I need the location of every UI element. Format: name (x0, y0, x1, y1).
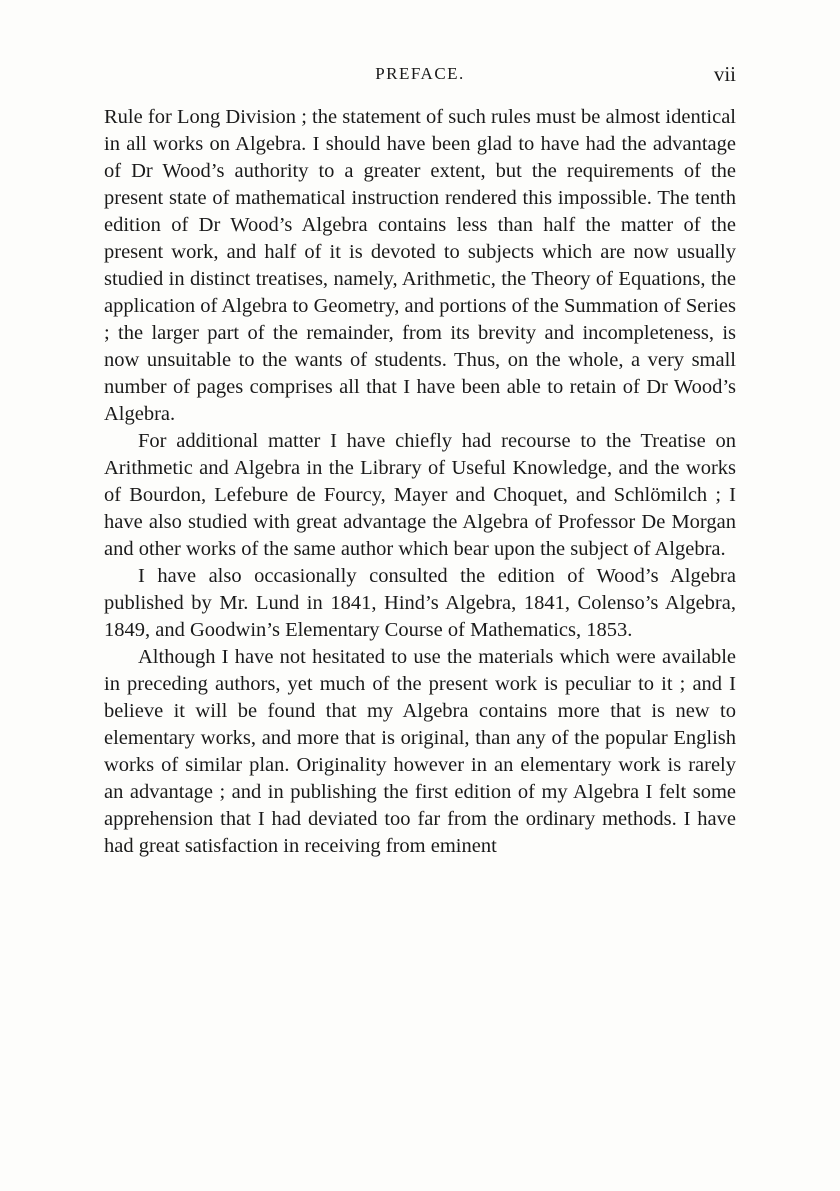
paragraph-continued: Rule for Long Division ; the statement of such rules must be almost identical in all works on Algebra. I should have been glad to have had the advantage of Dr Wood’s authority to a greater extent, but the requirements of the present state of mathematical instruction rendered this impossible. The tenth edition of Dr Wood’s Algebra contains less than half the matter of the present work, and half of it is devoted to subjects which are now usually studied in distinct treatises, namely, Arithmetic, the Theory of Equations, the application of Algebra to Geometry, and portions of the Summation of Series ; the larger part of the remainder, from its brevity and incompleteness, is now unsuitable to the wants of students. Thus, on the whole, a very small number of pages comprises all that I have been able to retain of Dr Wood’s Algebra. (104, 106, 736, 425)
paragraph-originality: Although I have not hesitated to use the materials which were available in preceding authors, yet much of the present work is peculiar to it ; and I believe it will be found that my Algebra contains more that is new to elementary works, and more that is original, than any of the popular English works of similar plan. Originality however in an elementary work is rarely an advantage ; and in publishing the first edition of my Algebra I felt some apprehension that I had deviated too far from the ordinary methods. I have had great satisfaction in receiving from eminent (104, 646, 736, 857)
running-head (104, 62, 736, 88)
preface-body (104, 104, 736, 860)
running-head-title: PREFACE. (375, 64, 465, 83)
paragraph-additional-matter: For additional matter I have chiefly had recourse to the Treatise on Arithmetic and Algebra in the Library of Useful Knowledge, and the works of Bourdon, Lefebure de Fourcy, Mayer and Choquet, and Schlömilch ; I have also studied with great advantage the Algebra of Professor De Morgan and other works of the same author which bear upon the subject of Algebra. (104, 430, 736, 560)
page-number: vii (713, 62, 736, 86)
paragraph-consulted-works: I have also occasionally consulted the edition of Wood’s Algebra published by Mr. Lund in 1841, Hind’s Algebra, 1841, Colenso’s Algebra, 1849, and Goodwin’s Elementary Course of Mathematics, 1853. (104, 565, 736, 641)
